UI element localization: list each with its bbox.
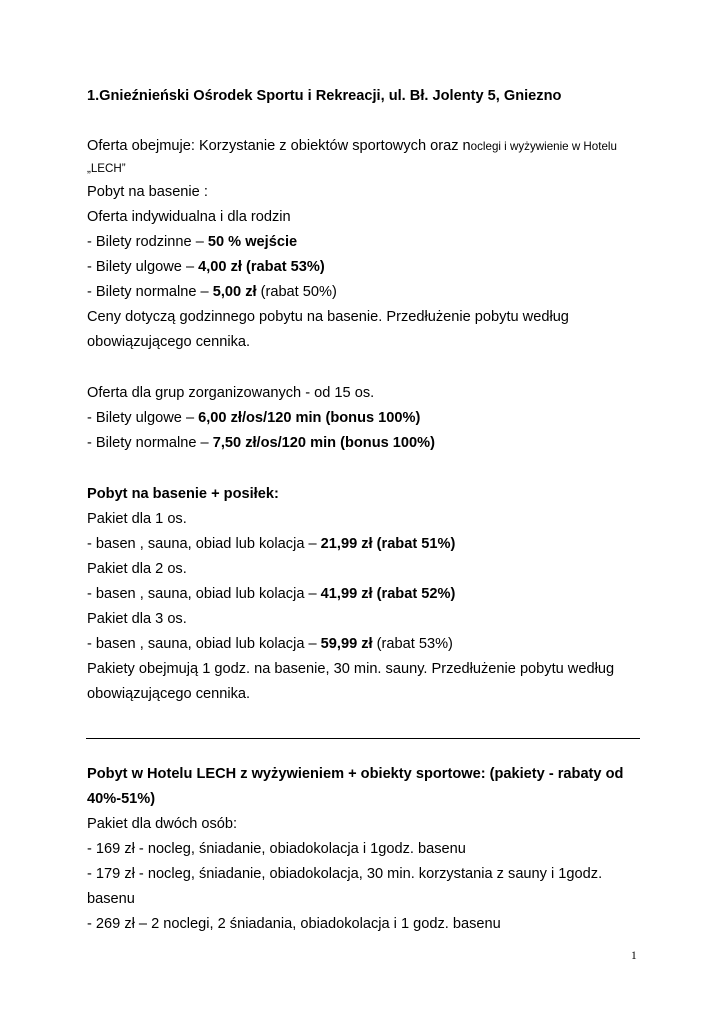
pool-family [87, 233, 297, 251]
pool-note-2: obowiązującego cennika. [87, 334, 251, 350]
meal-p3-price: 59,99 zł [320, 636, 373, 652]
meal-title: Pobyt na basenie + posiłek: [87, 486, 279, 502]
meal-p2-label: Pakiet dla 2 os. [87, 561, 187, 577]
groups-reduced-prefix: - Bilety ulgowe – [87, 410, 199, 426]
meal-p3-label: Pakiet dla 3 os. [87, 611, 187, 627]
offer-line-2: „LECH” [87, 162, 126, 175]
meal-p2-prefix: - basen , sauna, obiad lub kolacja – [87, 586, 321, 602]
offer-line-1 [87, 137, 617, 156]
heading: 1.Gnieźnieński Ośrodek Sportu i Rekreacji, ul. Bł. Jolenty 5, Gniezno [87, 88, 562, 104]
meal-note-2: obowiązującego cennika. [87, 686, 251, 702]
hotel-item-2-line-2: basenu [87, 891, 135, 907]
meal-p1-label: Pakiet dla 1 os. [87, 511, 187, 527]
meal-p3-suffix: (rabat 53%) [372, 636, 453, 652]
pool-normal-prefix: - Bilety normalne – [87, 284, 213, 300]
hotel-title-2: 40%-51%) [87, 791, 156, 807]
hotel-item-2-line-1: - 179 zł - nocleg, śniadanie, obiadokolacja, 30 min. korzystania z sauny i 1godz. [87, 866, 603, 882]
pool-individual: Oferta indywidualna i dla rodzin [87, 209, 291, 225]
meal-p1-value: 21,99 zł (rabat 51%) [320, 536, 456, 552]
pool-reduced-prefix: - Bilety ulgowe – [87, 259, 199, 275]
pool-title: Pobyt na basenie : [87, 184, 208, 200]
hotel-title-1: Pobyt w Hotelu LECH z wyżywieniem + obiekty sportowe: (pakiety - rabaty od [87, 766, 624, 782]
offer-text: Oferta obejmuje: Korzystanie z obiektów sportowych oraz n [87, 138, 471, 154]
meal-p1 [87, 535, 455, 553]
pool-normal [87, 283, 337, 301]
meal-p3-prefix: - basen , sauna, obiad lub kolacja – [87, 636, 321, 652]
groups-normal-value: 7,50 zł/os/120 min (bonus 100%) [212, 435, 435, 451]
pool-normal-suffix: (rabat 50%) [256, 284, 337, 300]
meal-p1-prefix: - basen , sauna, obiad lub kolacja – [87, 536, 321, 552]
meal-p3 [87, 635, 453, 653]
meal-note-1: Pakiety obejmują 1 godz. na basenie, 30 min. sauny. Przedłużenie pobytu według [87, 661, 615, 677]
pool-family-value: 50 % wejście [207, 234, 298, 250]
offer-text-small: oclegi i wyżywienie w Hotelu [470, 140, 617, 153]
meal-p2 [87, 585, 455, 603]
meal-p2-value: 41,99 zł (rabat 52%) [320, 586, 456, 602]
groups-normal-prefix: - Bilety normalne – [87, 435, 213, 451]
pool-reduced-value: 4,00 zł (rabat 53%) [198, 259, 325, 275]
section-divider [86, 738, 640, 739]
pool-normal-price: 5,00 zł [212, 284, 257, 300]
groups-title: Oferta dla grup zorganizowanych - od 15 os. [87, 385, 375, 401]
groups-reduced-value: 6,00 zł/os/120 min (bonus 100%) [198, 410, 421, 426]
pool-note-1: Ceny dotyczą godzinnego pobytu na basenie. Przedłużenie pobytu według [87, 309, 569, 325]
groups-normal [87, 434, 435, 452]
hotel-item-1: - 169 zł - nocleg, śniadanie, obiadokolacja i 1godz. basenu [87, 841, 466, 857]
pool-reduced [87, 258, 325, 276]
page-number: 1 [631, 950, 637, 962]
hotel-subtitle: Pakiet dla dwóch osób: [87, 816, 238, 832]
hotel-item-3: - 269 zł – 2 noclegi, 2 śniadania, obiadokolacja i 1 godz. basenu [87, 916, 501, 932]
groups-reduced [87, 409, 420, 427]
pool-family-prefix: - Bilety rodzinne – [87, 234, 208, 250]
